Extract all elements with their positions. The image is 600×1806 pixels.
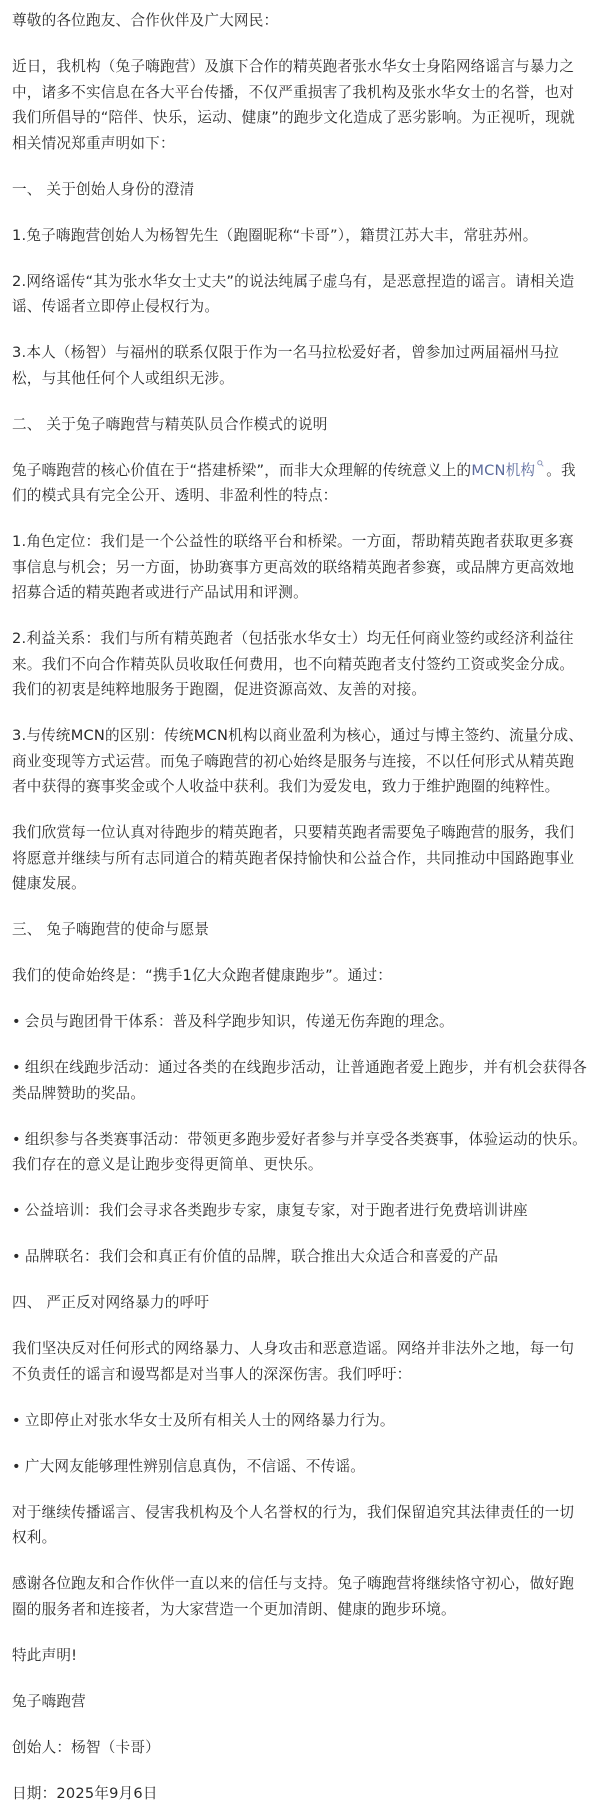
section-heading-3: 三、 兔子嗨跑营的使命与愿景 [12, 917, 588, 943]
section-2-lead-text: 兔子嗨跑营的核心价值在于“搭建桥梁”，而非大众理解的传统意义上的 [12, 462, 471, 479]
bullet-icon: • [12, 1013, 21, 1030]
list-item [12, 1408, 588, 1434]
section-4-paragraph-1: 对于继续传播谣言、侵害我机构及个人名誉权的行为，我们保留追究其法律责任的一切权利。 [12, 1500, 588, 1551]
list-item [12, 1127, 588, 1178]
section-4-lead: 我们坚决反对任何形式的网络暴力、人身攻击和恶意造谣。网络并非法外之地，每一句不负责任的谣言和谩骂都是对当事人的深深伤害。我们呼吁： [12, 1336, 588, 1387]
list-item-text: 立即停止对张水华女士及所有相关人士的网络暴力行为。 [25, 1412, 395, 1429]
section-1-paragraph-2: 2.网络谣传“其为张水华女士丈夫”的说法纯属子虚乌有，是恶意捏造的谣言。请相关造谣、传谣者立即停止侵权行为。 [12, 269, 588, 320]
section-heading-2: 二、 关于兔子嗨跑营与精英队员合作模式的说明 [12, 412, 588, 438]
salutation: 尊敬的各位跑友、合作伙伴及广大网民： [12, 8, 588, 34]
section-3-lead: 我们的使命始终是：“携手1亿大众跑者健康跑步”。通过： [12, 963, 588, 989]
bullet-icon: • [12, 1059, 21, 1076]
signature-founder: 创始人：杨智（卡哥） [12, 1735, 588, 1761]
section-2-paragraph-3: 3.与传统MCN的区别：传统MCN机构以商业盈利为核心，通过与博主签约、流量分成、商业变现等方式运营。而兔子嗨跑营的初心始终是服务与连接，不以任何形式从精英跑者中获得的赛事奖金或个人收益中获利。我们为爱发电，致力于维护跑圈的纯粹性。 [12, 723, 588, 800]
list-item-text: 组织参与各类赛事活动：带领更多跑步爱好者参与并享受各类赛事，体验运动的快乐。我们存在的意义是让跑步变得更简单、更快乐。 [12, 1131, 587, 1174]
bullet-icon: • [12, 1458, 21, 1475]
section-heading-4: 四、 严正反对网络暴力的呼吁 [12, 1290, 588, 1316]
signature-organization: 兔子嗨跑营 [12, 1689, 588, 1715]
search-icon[interactable] [537, 460, 544, 467]
list-item-text: 品牌联名：我们会和真正有价值的品牌，联合推出大众适合和喜爱的产品 [25, 1248, 498, 1265]
section-2-paragraph-2: 2.利益关系：我们与所有精英跑者（包括张水华女士）均无任何商业签约或经济利益往来。我们不向合作精英队员收取任何费用，也不向精英跑者支付签约工资或奖金分成。我们的初衷是纯粹地服务于跑圈，促进资源高效、友善的对接。 [12, 626, 588, 703]
section-2-lead [12, 458, 588, 509]
list-item [12, 1244, 588, 1270]
section-1-paragraph-1: 1.兔子嗨跑营创始人为杨智先生（跑圈昵称“卡哥”），籍贯江苏大丰，常驻苏州。 [12, 223, 588, 249]
bullet-icon: • [12, 1131, 21, 1148]
bullet-icon: • [12, 1202, 21, 1219]
closing-line: 特此声明! [12, 1643, 588, 1669]
list-item-text: 组织在线跑步活动：通过各类的在线跑步活动，让普通跑者爱上跑步，并有机会获得各类品牌赞助的奖品。 [12, 1059, 587, 1102]
section-2-paragraph-1: 1.角色定位：我们是一个公益性的联络平台和桥梁。一方面，帮助精英跑者获取更多赛事信息与机会；另一方面，协助赛事方更高效的联络精英跑者参赛，或品牌方更高效地招募合适的精英跑者或进行产品试用和评测。 [12, 529, 588, 606]
list-item [12, 1009, 588, 1035]
section-2-paragraph-4: 我们欣赏每一位认真对待跑步的精英跑者，只要精英跑者需要兔子嗨跑营的服务，我们将愿意并继续与所有志同道合的精英跑者保持愉快和公益合作，共同推动中国路跑事业健康发展。 [12, 820, 588, 897]
mcn-search-link[interactable]: MCN机构 [471, 462, 535, 479]
list-item-text: 广大网友能够理性辨别信息真伪，不信谣、不传谣。 [25, 1458, 365, 1475]
section-4-paragraph-2: 感谢各位跑友和合作伙伴一直以来的信任与支持。兔子嗨跑营将继续恪守初心，做好跑圈的服务者和连接者，为大家营造一个更加清朗、健康的跑步环境。 [12, 1571, 588, 1622]
section-heading-1: 一、 关于创始人身份的澄清 [12, 177, 588, 203]
statement-date: 日期：2025年9月6日 [12, 1781, 588, 1806]
list-item-text: 公益培训：我们会寻求各类跑步专家，康复专家，对于跑者进行免费培训讲座 [25, 1202, 528, 1219]
bullet-icon: • [12, 1248, 21, 1265]
bullet-icon: • [12, 1412, 21, 1429]
list-item-text: 会员与跑团骨干体系：普及科学跑步知识，传递无伤奔跑的理念。 [25, 1013, 454, 1030]
list-item [12, 1055, 588, 1106]
intro-paragraph: 近日，我机构（兔子嗨跑营）及旗下合作的精英跑者张水华女士身陷网络谣言与暴力之中，诸多不实信息在各大平台传播，不仅严重损害了我机构及张水华女士的名誉，也对我们所倡导的“陪伴、快乐，运动、健康”的跑步文化造成了恶劣影响。为正视听，现就相关情况郑重声明如下： [12, 54, 588, 156]
section-2-lead-rest: 。我们的模式具有完全公开、透明、非盈利性的特点： [12, 462, 576, 505]
section-1-paragraph-3: 3.本人（杨智）与福州的联系仅限于作为一名马拉松爱好者，曾参加过两届福州马拉松，与其他任何个人或组织无涉。 [12, 340, 588, 391]
list-item [12, 1198, 588, 1224]
list-item [12, 1454, 588, 1480]
